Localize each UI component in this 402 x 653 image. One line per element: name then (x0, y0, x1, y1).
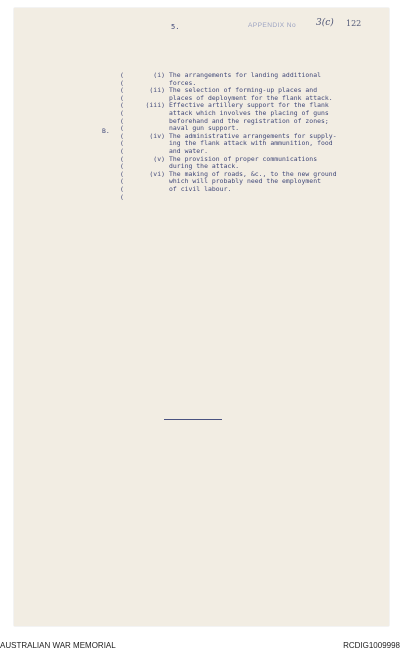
bracket-mark: ( (120, 154, 124, 163)
appendix-handwritten-number: 3(c) (316, 18, 334, 28)
bracket-mark: ( (120, 108, 124, 117)
bracket-mark: ( (120, 139, 124, 148)
item-text: and water. (169, 146, 208, 155)
item-text: forces. (169, 78, 197, 87)
bracket-mark: ( (120, 116, 124, 125)
appendix-stamp-label: APPENDIX No (248, 22, 297, 29)
item-list (140, 72, 337, 194)
item-text: places of deployment for the flank attack. (169, 93, 333, 102)
item-number: (vi) (149, 169, 165, 178)
item-number: (ii) (149, 86, 165, 95)
item-text: during the attack. (169, 162, 240, 171)
folio-number: 122 (346, 19, 362, 28)
item-line (140, 186, 337, 194)
item-text: The making of roads, &c., to the new ground (169, 169, 337, 178)
bracket-mark: ( (120, 71, 124, 79)
bracket-mark: ( (120, 124, 124, 133)
item-text: The selection of forming-up places and (169, 86, 318, 95)
bracket-mark: ( (120, 131, 124, 140)
item-text: The provision of proper communications (169, 154, 318, 163)
bracket-column (120, 72, 124, 201)
bracket-mark: ( (120, 146, 124, 155)
item-text: attack which involves the placing of guns (169, 108, 329, 117)
item-text: The arrangements for landing additional (169, 71, 322, 79)
bracket-mark: ( (120, 78, 124, 87)
archive-credit: AUSTRALIAN WAR MEMORIAL (0, 641, 116, 650)
bracket-mark: ( (120, 162, 124, 171)
item-number: (iv) (149, 131, 165, 140)
bracket-mark: ( (120, 184, 124, 193)
bracket-mark: ( (120, 86, 124, 95)
item-text: ing the flank attack with ammunition, food (169, 139, 333, 148)
item-number: (iii) (145, 101, 165, 110)
item-number: (i) (153, 71, 165, 79)
item-text: beforehand and the registration of zones; (169, 116, 329, 125)
page-number: 5. (171, 23, 180, 31)
bracket-mark: ( (120, 93, 124, 102)
bracket-mark: ( (120, 177, 124, 186)
item-text: of civil labour. (169, 184, 232, 193)
item-number: (v) (153, 154, 165, 163)
item-text: The administrative arrangements for supply- (169, 131, 337, 140)
section-letter: B. (102, 127, 110, 135)
bracket-mark: ( (120, 192, 124, 201)
bracket-mark: ( (120, 169, 124, 178)
item-text: naval gun support. (169, 124, 240, 133)
item-text: which will probably need the employment (169, 177, 322, 186)
item-text: Effective artillery support for the flank (169, 101, 329, 110)
archive-reference: RCDIG1009998 (343, 641, 400, 650)
bracket-mark: ( (120, 101, 124, 110)
closing-rule (164, 419, 222, 420)
